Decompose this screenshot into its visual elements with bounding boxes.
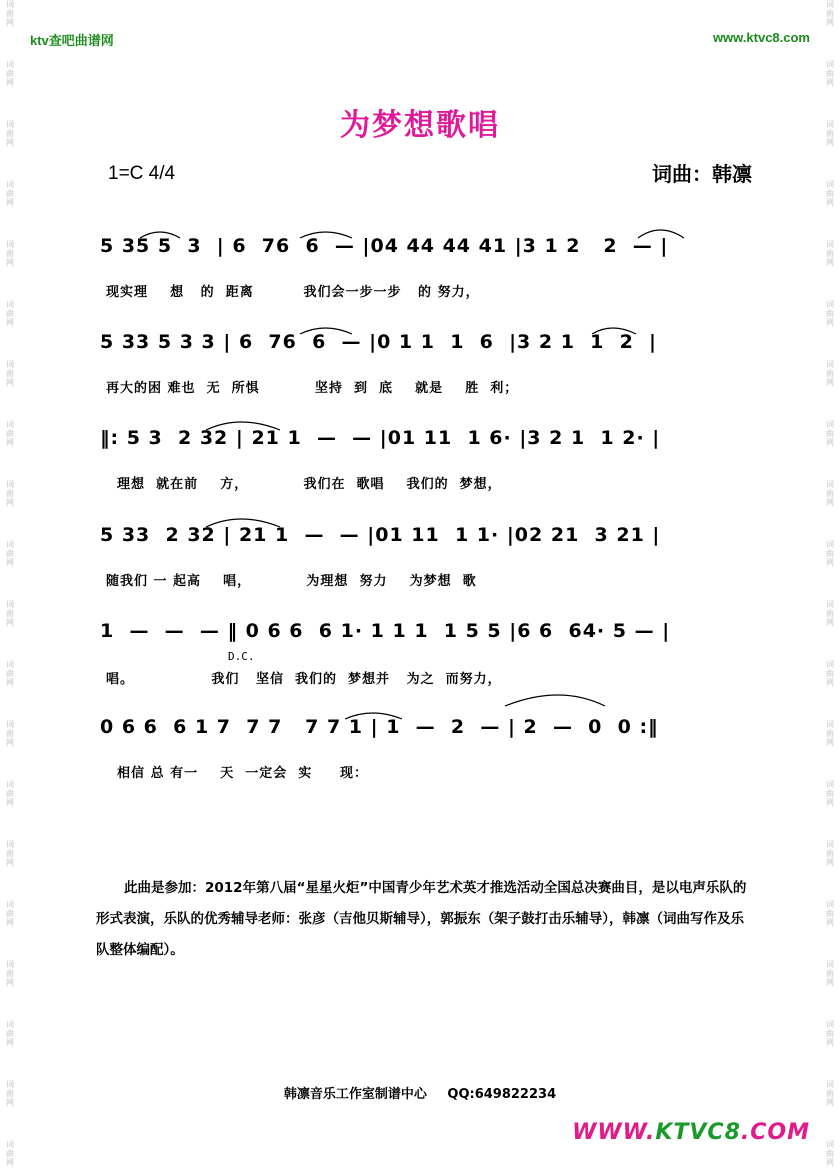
site-name-left: ktv查吧曲谱网 [30,33,114,48]
slur [206,422,280,430]
qq-number: QQ:649822234 [447,1087,557,1102]
site-logo: WWW.KTVC8.COM [572,1120,810,1145]
key-signature: 1=C 4/4 [108,163,176,184]
lyricist-composer: 词曲：韩凛 [652,162,752,186]
slur [505,695,605,706]
notation-line: 0 6 6 6 1 7 7 7 7 7 1 | 1 — 2 — | 2 — 0 0 :‖ [100,716,659,738]
watermark-left: 词 曲 网 词 曲 网 词 曲 网 词 曲 网 词 曲 网 词 曲 网 词 曲 网 词 曲 网 词 曲 网 词 曲 网 词 曲 网 词 曲 网 词 曲 网 词 曲 网 词 曲 网 词 曲 网 词 曲 网 词 曲 网 词 曲 网 词 曲 网 [6,0,14,1167]
notation-line: ‖: 5 3 2 32 | 21 1 — — |01 11 1 6· |3 2 1 1 2· | [100,427,661,449]
lyrics-line: 随我们 一 起高 唱， 为理想 努力 为梦想 歌 [106,574,477,589]
notation-line: 5 35 5 3 | 6 76 6 — |04 44 44 41 |3 1 2 2 — | [100,235,669,257]
notation-line: 1 — — — ‖ 0 6 6 6 1· 1 1 1 1 5 5 |6 6 64· 5 — | [100,620,671,642]
notation-line: 5 33 5 3 3 | 6 76 6 — |0 1 1 1 6 |3 2 1 1 2 | [100,331,657,353]
lyrics-line: 再大的困 难也 无 所惧 坚持 到 底 就是 胜 利； [106,381,519,396]
lyrics-line: 现实理 想 的 距离 我们会一步一步 的 努力， [106,285,480,300]
lyrics-line: 相信 总 有一 天 一定会 实 现： [106,766,368,781]
slur [638,230,684,238]
slur [300,328,352,334]
slur [592,328,636,334]
song-title: 为梦想歌唱 [340,108,500,143]
notation-line: 5 33 2 32 | 21 1 — — |01 11 1 1· |02 21 3 21 | [100,524,661,546]
footer [0,1083,840,1102]
lyrics-line: 唱。 我们 坚信 我们的 梦想并 为之 而努力， [106,672,502,687]
watermark-right: 词 曲 网 词 曲 网 词 曲 网 词 曲 网 词 曲 网 词 曲 网 词 曲 网 词 曲 网 词 曲 网 词 曲 网 词 曲 网 词 曲 网 词 曲 网 词 曲 网 词 曲 网 词 曲 网 词 曲 网 词 曲 网 词 曲 网 词 曲 网 [826,0,834,1167]
da-capo-mark: D.C. [228,650,255,663]
song-note: 此曲是参加：2012年第八届“星星火炬”中国青少年艺术英才推选活动全国总决赛曲目，是以电声乐队的形式表演，乐队的优秀辅导老师：张彦（吉他贝斯辅导），郭振东（架子鼓打击乐辅导），韩凛（词曲写作及乐队整体编配）。 [96,880,747,958]
slur [140,232,180,238]
slur [345,713,402,719]
slur [206,519,280,527]
slur [300,232,352,238]
site-url-right: www.ktvc8.com [712,30,810,45]
studio-name: 韩凛音乐工作室制谱中心 [283,1087,427,1102]
lyrics-line: 理想 就在前 方， 我们在 歌唱 我们的 梦想， [106,477,502,492]
